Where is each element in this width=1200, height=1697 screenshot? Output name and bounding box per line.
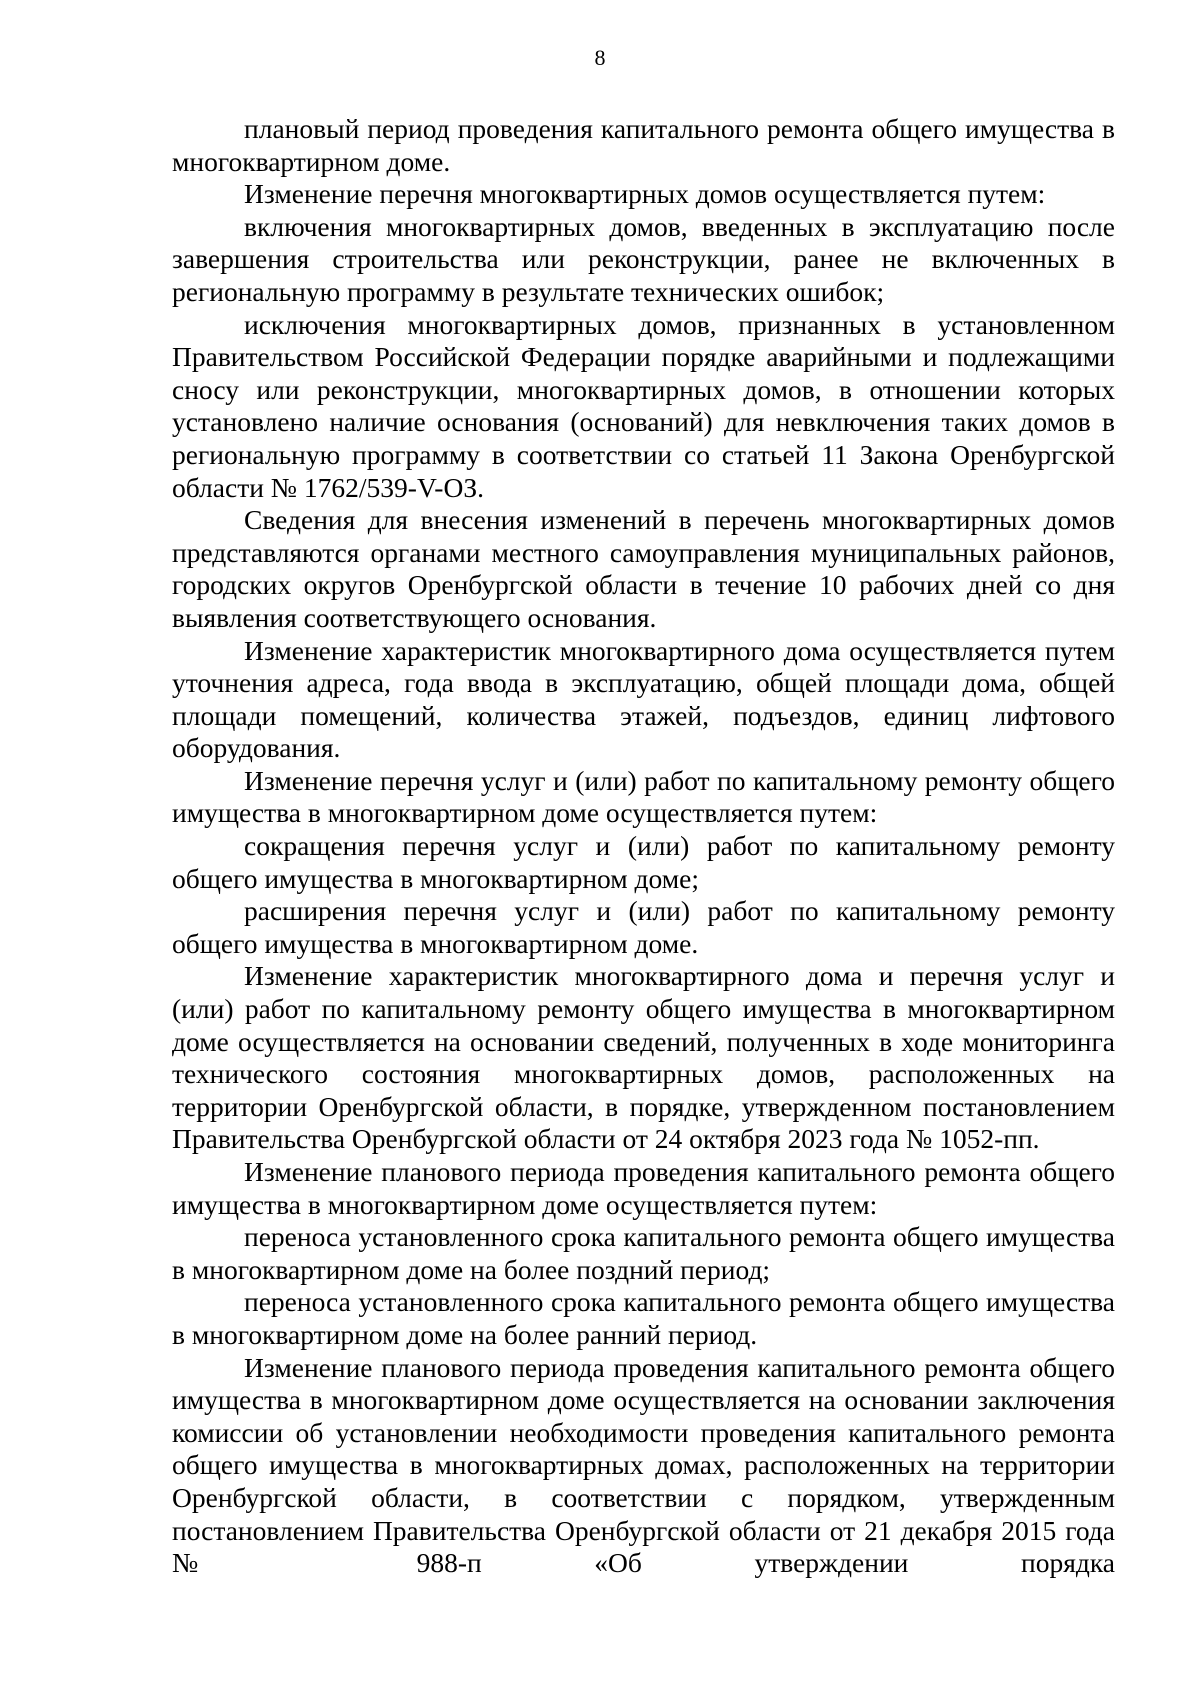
paragraph-inclusion: включения многоквартирных домов, введенных в эксплуатацию после завершения строительства или реконструкции, ранее не включенных в региональную программу в результате технических ошибок; bbox=[172, 210, 1115, 307]
paragraph-services-reduction: сокращения перечня услуг и (или) работ по капитальному ремонту общего имущества в многоквартирном доме; bbox=[172, 830, 1115, 894]
page-number: 8 bbox=[594, 45, 606, 70]
paragraph-commission-basis: Изменение планового периода проведения капитального ремонта общего имущества в многоквартирном доме осуществляется на основании заключения комиссии об установлении необходимости проведения капитального ремонта общего имущества в многоквартирных домах, расположенных на территории Оренбургской области, в соответствии с порядком, утвержденным постановлением Правительства Оренбургской области от 21 декабря 2015 года № 988-п «Об утверждении порядка bbox=[172, 1351, 1115, 1579]
paragraph-services-expansion: расширения перечня услуг и (или) работ по капитальному ремонту общего имущества в многоквартирном доме. bbox=[172, 895, 1115, 959]
paragraph-monitoring-basis: Изменение характеристик многоквартирного дома и перечня услуг и (или) работ по капитальному ремонту общего имущества в многоквартирном доме осуществляется на основании сведений, полученных в ходе мониторинга технического состояния многоквартирных домов, расположенных на территории Оренбургской области, в порядке, утвержденном постановлением Правительства Оренбургской области от 24 октября 2023 года № 1052-пп. bbox=[172, 960, 1115, 1155]
paragraph-information-submission: Сведения для внесения изменений в перечень многоквартирных домов представляются органами местного самоуправления муниципальных районов, городских округов Оренбургской области в течение 10 рабочих дней со дня выявления соответствующего основания. bbox=[172, 504, 1115, 633]
body-text bbox=[172, 113, 1115, 1580]
paragraph-characteristics-change: Изменение характеристик многоквартирного дома осуществляется путем уточнения адреса, года ввода в эксплуатацию, общей площади дома, общей площади помещений, количества этажей, подъездов, единиц лифтового оборудования. bbox=[172, 634, 1115, 764]
paragraph-advance: переноса установленного срока капитального ремонта общего имущества в многоквартирном доме на более ранний период. bbox=[172, 1286, 1115, 1350]
paragraph-continuation: плановый период проведения капитального ремонта общего имущества в многоквартирном доме. bbox=[172, 113, 1115, 177]
paragraph-period-change-intro: Изменение планового периода проведения капитального ремонта общего имущества в многоквартирном доме осуществляется путем: bbox=[172, 1156, 1115, 1220]
paragraph-exclusion: исключения многоквартирных домов, признанных в установленном Правительством Российской Федерации порядке аварийными и подлежащими сносу или реконструкции, многоквартирных домов, в отношении которых установлено наличие основания (оснований) для невключения таких домов в региональную программу в соответствии со статьей 11 Закона Оренбургской области № 1762/539-V-ОЗ. bbox=[172, 308, 1115, 503]
paragraph-postpone: переноса установленного срока капитального ремонта общего имущества в многоквартирном доме на более поздний период; bbox=[172, 1221, 1115, 1285]
paragraph-list-change-intro: Изменение перечня многоквартирных домов осуществляется путем: bbox=[244, 178, 1046, 210]
paragraph-services-change-intro: Изменение перечня услуг и (или) работ по капитальному ремонту общего имущества в многоквартирном доме осуществляется путем: bbox=[172, 764, 1115, 829]
